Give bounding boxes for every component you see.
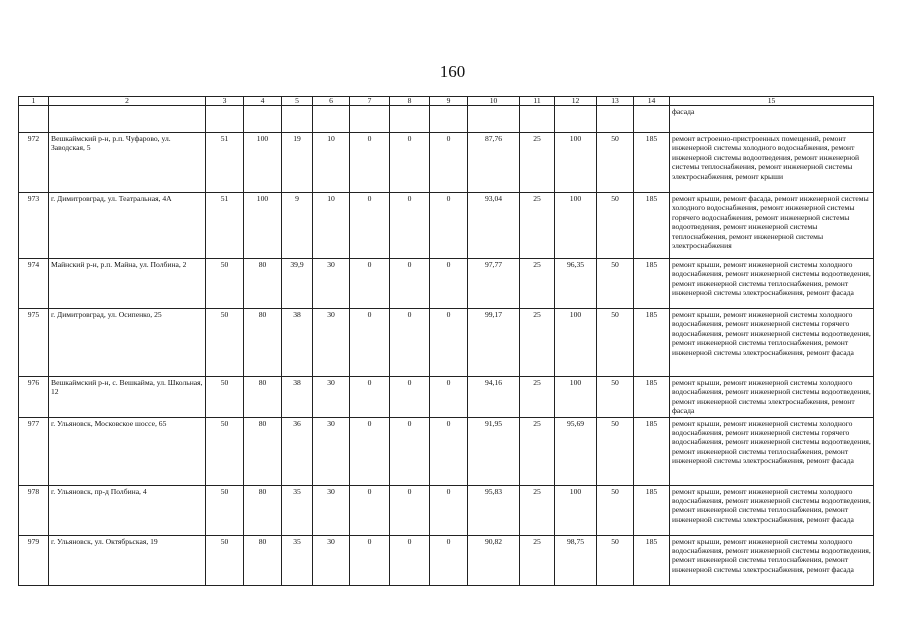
value-cell: 36 (282, 417, 313, 485)
value-cell: 0 (350, 485, 390, 535)
row-number-cell: 972 (19, 133, 49, 193)
value-cell: 0 (350, 259, 390, 309)
value-cell: 50 (206, 309, 244, 377)
value-cell: 50 (206, 417, 244, 485)
column-header: 3 (206, 97, 244, 106)
value-cell: 100 (555, 485, 597, 535)
works-cell: ремонт крыши, ремонт инженерной системы холодного водоснабжения, ремонт инженерной системы водоотведения, ремонт инженерной системы теплоснабжения, ремонт инженерной системы электроснабжения, ремонт фасада (670, 485, 874, 535)
value-cell: 0 (350, 309, 390, 377)
value-cell: 51 (206, 193, 244, 259)
value-cell: 0 (350, 417, 390, 485)
value-cell: 0 (390, 259, 430, 309)
column-header: 2 (49, 97, 206, 106)
value-cell: 50 (597, 535, 634, 585)
address-cell: Вешкаймский р-н, с. Вешкайма, ул. Школьная, 12 (49, 377, 206, 418)
value-cell: 0 (390, 377, 430, 418)
column-number-row (19, 97, 874, 106)
buildings-table (18, 96, 874, 586)
value-cell: 185 (634, 535, 670, 585)
value-cell: 35 (282, 535, 313, 585)
value-cell: 0 (430, 417, 468, 485)
value-cell: 185 (634, 377, 670, 418)
value-cell: 25 (520, 485, 555, 535)
value-cell: 50 (206, 535, 244, 585)
value-cell: 0 (430, 377, 468, 418)
value-cell: 100 (244, 193, 282, 259)
value-cell: 9 (282, 193, 313, 259)
value-cell: 25 (520, 259, 555, 309)
column-header: 11 (520, 97, 555, 106)
value-cell: 80 (244, 535, 282, 585)
value-cell: 185 (634, 193, 670, 259)
value-cell: 50 (597, 377, 634, 418)
value-cell: 0 (390, 133, 430, 193)
value-cell: 0 (430, 485, 468, 535)
value-cell: 30 (313, 309, 350, 377)
value-cell: 25 (520, 535, 555, 585)
value-cell: 0 (430, 193, 468, 259)
value-cell: 51 (206, 133, 244, 193)
value-cell: 94,16 (468, 377, 520, 418)
value-cell: 50 (206, 485, 244, 535)
row-number-cell: 974 (19, 259, 49, 309)
value-cell: 10 (313, 133, 350, 193)
value-cell: 0 (390, 193, 430, 259)
row-number-cell: 975 (19, 309, 49, 377)
value-cell: 30 (313, 259, 350, 309)
column-header: 13 (597, 97, 634, 106)
column-header: 15 (670, 97, 874, 106)
value-cell: 185 (634, 259, 670, 309)
value-cell: 80 (244, 259, 282, 309)
table-row (19, 485, 874, 535)
value-cell: 185 (634, 485, 670, 535)
value-cell: 95,83 (468, 485, 520, 535)
value-cell: 100 (244, 133, 282, 193)
value-cell: 185 (634, 417, 670, 485)
value-cell: 25 (520, 193, 555, 259)
address-cell: г. Димитровград, ул. Осипенко, 25 (49, 309, 206, 377)
value-cell: 185 (634, 309, 670, 377)
value-cell: 30 (313, 417, 350, 485)
works-cell: ремонт крыши, ремонт инженерной системы холодного водоснабжения, ремонт инженерной системы водоотведения, ремонт инженерной системы электроснабжения, ремонт фасада (670, 377, 874, 418)
value-cell: 50 (597, 417, 634, 485)
value-cell: 0 (430, 535, 468, 585)
value-cell: 19 (282, 133, 313, 193)
column-header: 12 (555, 97, 597, 106)
row-number-cell: 976 (19, 377, 49, 418)
value-cell: 0 (430, 259, 468, 309)
value-cell: 0 (350, 535, 390, 585)
value-cell: 0 (350, 193, 390, 259)
value-cell: 100 (555, 133, 597, 193)
value-cell: 38 (282, 309, 313, 377)
row-number-cell: 973 (19, 193, 49, 259)
value-cell: 30 (313, 535, 350, 585)
value-cell: 0 (350, 133, 390, 193)
column-header: 14 (634, 97, 670, 106)
value-cell: 0 (390, 417, 430, 485)
value-cell: 25 (520, 377, 555, 418)
table-row (19, 259, 874, 309)
value-cell: 93,04 (468, 193, 520, 259)
value-cell: 25 (520, 133, 555, 193)
row-number-cell: 977 (19, 417, 49, 485)
value-cell: 91,95 (468, 417, 520, 485)
column-header: 10 (468, 97, 520, 106)
value-cell: 38 (282, 377, 313, 418)
value-cell: 95,69 (555, 417, 597, 485)
works-cell: ремонт крыши, ремонт фасада, ремонт инженерной системы холодного водоснабжения, ремонт инженерной системы горячего водоснабжения, ремонт инженерной системы водоотведения, ремонт инженерной системы теплоснабжения, ремонт инженерной системы электроснабжения (670, 193, 874, 259)
column-header: 5 (282, 97, 313, 106)
value-cell: 35 (282, 485, 313, 535)
value-cell: 0 (430, 309, 468, 377)
works-cell: ремонт крыши, ремонт инженерной системы холодного водоснабжения, ремонт инженерной системы горячего водоснабжения, ремонт инженерной системы водоотведения, ремонт инженерной системы теплоснабжения, ремонт инженерной системы электроснабжения, ремонт фасада (670, 417, 874, 485)
value-cell: 100 (555, 193, 597, 259)
value-cell: 0 (350, 377, 390, 418)
value-cell: 50 (206, 259, 244, 309)
value-cell: 100 (555, 309, 597, 377)
table-row (19, 133, 874, 193)
table-row (19, 309, 874, 377)
table-row (19, 535, 874, 585)
value-cell: 30 (313, 377, 350, 418)
value-cell: 0 (390, 485, 430, 535)
column-header: 1 (19, 97, 49, 106)
table-row (19, 377, 874, 418)
value-cell: 39,9 (282, 259, 313, 309)
address-cell: г. Димитровград, ул. Театральная, 4А (49, 193, 206, 259)
value-cell: 50 (206, 377, 244, 418)
column-header: 6 (313, 97, 350, 106)
value-cell: 80 (244, 417, 282, 485)
works-cell: ремонт встроенно-пристроенных помещений, ремонт инженерной системы холодного водоснабжения, ремонт инженерной системы водоотведения, ремонт инженерной системы теплоснабжения, ремонт инженерной системы электроснабжения, ремонт крыши (670, 133, 874, 193)
works-cell: ремонт крыши, ремонт инженерной системы холодного водоснабжения, ремонт инженерной системы водоотведения, ремонт инженерной системы теплоснабжения, ремонт инженерной системы электроснабжения, ремонт фасада (670, 535, 874, 585)
value-cell: 98,75 (555, 535, 597, 585)
column-header: 4 (244, 97, 282, 106)
table-row (19, 417, 874, 485)
value-cell: 99,17 (468, 309, 520, 377)
value-cell: 25 (520, 309, 555, 377)
value-cell: 25 (520, 417, 555, 485)
value-cell: 50 (597, 193, 634, 259)
address-cell: г. Ульяновск, Московское шоссе, 65 (49, 417, 206, 485)
value-cell: 80 (244, 309, 282, 377)
value-cell: 0 (390, 309, 430, 377)
row-number-cell: 979 (19, 535, 49, 585)
value-cell: 87,76 (468, 133, 520, 193)
table-row (19, 193, 874, 259)
works-cell: ремонт крыши, ремонт инженерной системы холодного водоснабжения, ремонт инженерной системы водоотведения, ремонт инженерной системы теплоснабжения, ремонт инженерной системы электроснабжения, ремонт фасада (670, 259, 874, 309)
value-cell: 50 (597, 133, 634, 193)
column-header: 7 (350, 97, 390, 106)
value-cell: 0 (430, 133, 468, 193)
value-cell: 100 (555, 377, 597, 418)
row-number-cell: 978 (19, 485, 49, 535)
continuation-row (19, 106, 874, 133)
value-cell: 185 (634, 133, 670, 193)
column-header: 8 (390, 97, 430, 106)
value-cell: 96,35 (555, 259, 597, 309)
works-cell: фасада (670, 106, 874, 133)
value-cell: 90,82 (468, 535, 520, 585)
page-number: 160 (439, 62, 466, 81)
value-cell: 80 (244, 485, 282, 535)
value-cell: 10 (313, 193, 350, 259)
value-cell: 0 (390, 535, 430, 585)
value-cell: 50 (597, 259, 634, 309)
address-cell: г. Ульяновск, ул. Октябрьская, 19 (49, 535, 206, 585)
value-cell: 30 (313, 485, 350, 535)
value-cell: 50 (597, 485, 634, 535)
value-cell: 80 (244, 377, 282, 418)
value-cell: 50 (597, 309, 634, 377)
address-cell: Вешкаймский р-н, р.п. Чуфарово, ул. Заводская, 5 (49, 133, 206, 193)
address-cell: Майнский р-н, р.п. Майна, ул. Полбина, 2 (49, 259, 206, 309)
column-header: 9 (430, 97, 468, 106)
works-cell: ремонт крыши, ремонт инженерной системы холодного водоснабжения, ремонт инженерной системы горячего водоснабжения, ремонт инженерной системы водоотведения, ремонт инженерной системы теплоснабжения, ремонт инженерной системы электроснабжения, ремонт фасада (670, 309, 874, 377)
address-cell: г. Ульяновск, пр-д Полбина, 4 (49, 485, 206, 535)
value-cell: 97,77 (468, 259, 520, 309)
